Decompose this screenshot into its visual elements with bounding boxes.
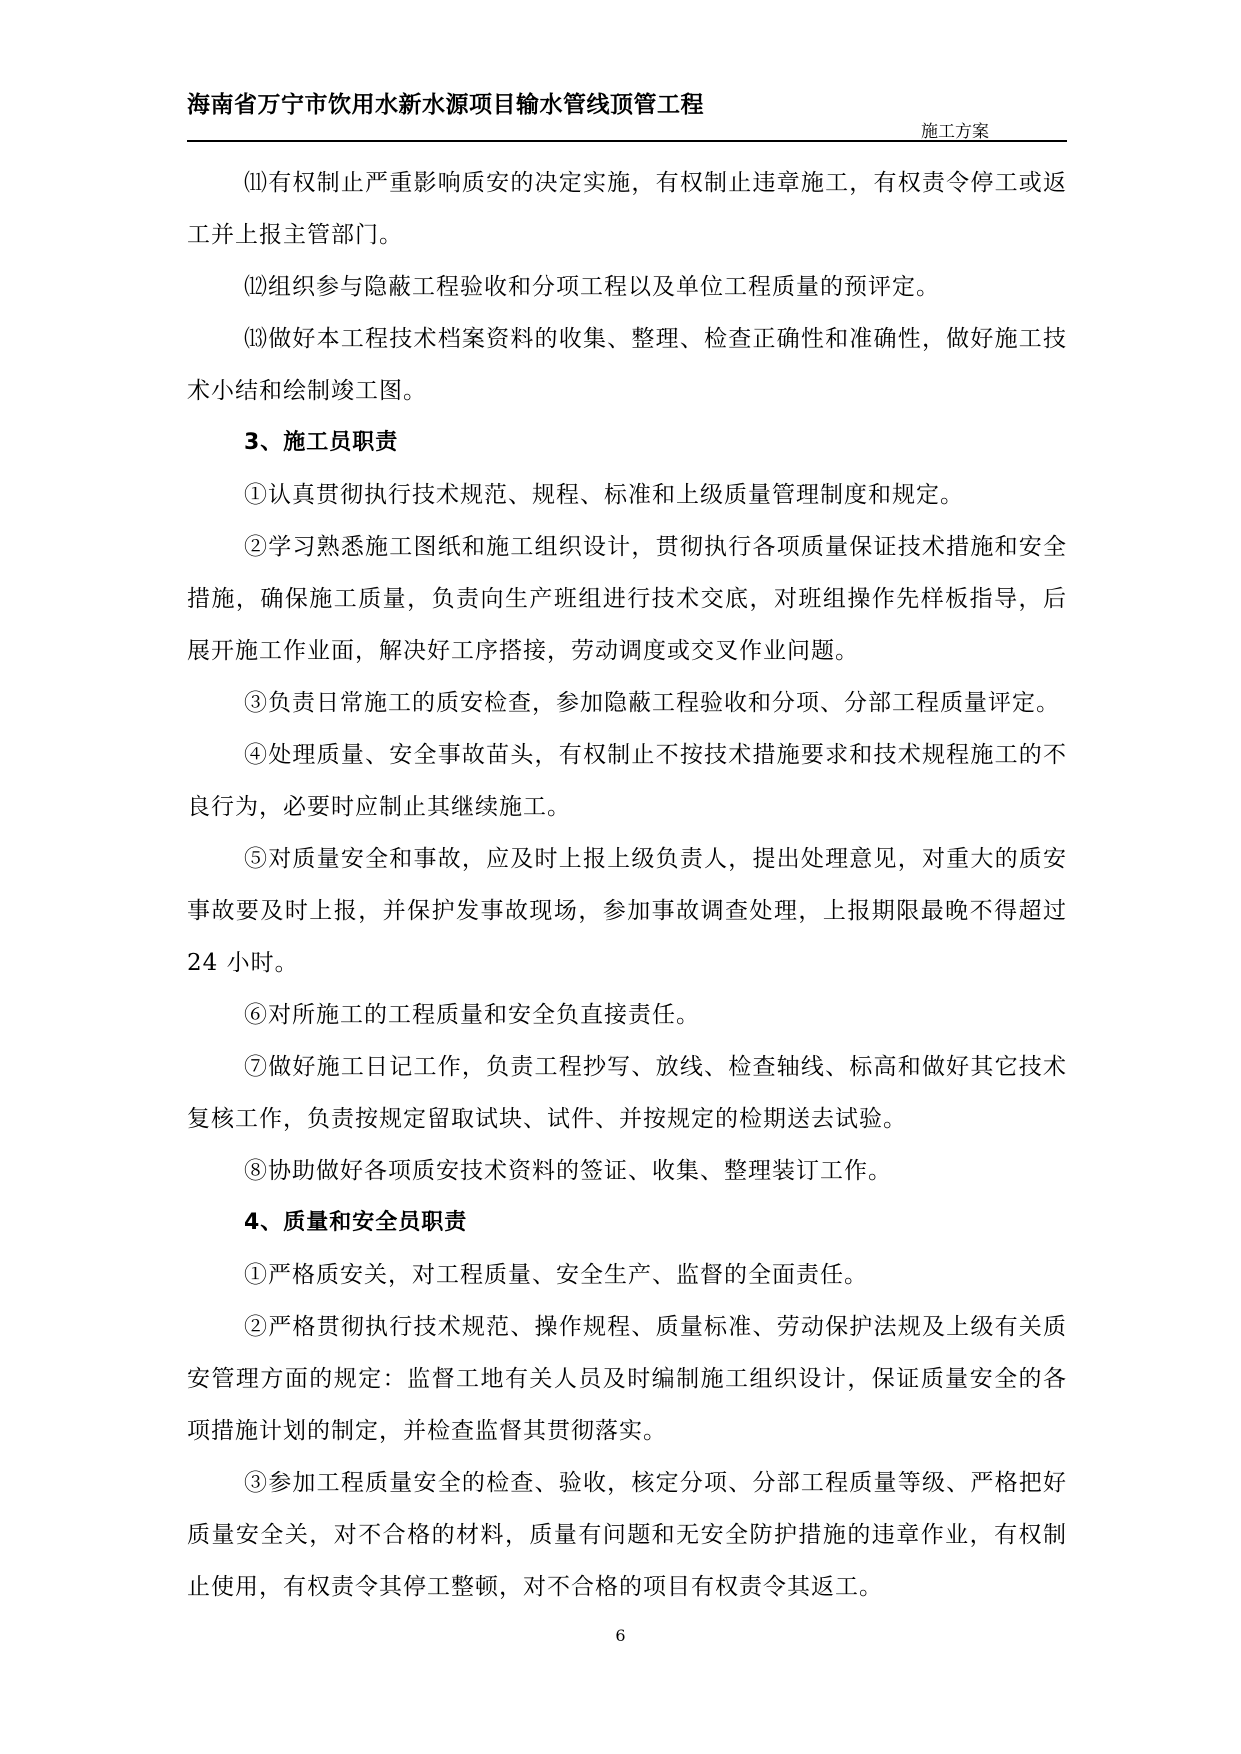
section3-item-6: ⑥对所施工的工程质量和安全负直接责任。 (244, 1002, 700, 1028)
paragraph-item-12: ⑿组织参与隐蔽工程验收和分项工程以及单位工程质量的预评定。 (244, 274, 940, 300)
section3-item-5: ⑤对质量安全和事故，应及时上报上级负责人，提出处理意见，对重大的质安事故要及时上报，并保护发事故现场，参加事故调查处理，上报期限最晚不得超过 24 小时。 (187, 846, 1067, 976)
section-heading-3: 3、施工员职责 (244, 430, 399, 455)
paragraph-item-13: ⒀做好本工程技术档案资料的收集、整理、检查正确性和准确性，做好施工技术小结和绘制竣工图。 (187, 326, 1067, 404)
section3-item-3: ③负责日常施工的质安检查，参加隐蔽工程验收和分项、分部工程质量评定。 (244, 690, 1060, 716)
section-heading-4: 4、质量和安全员职责 (244, 1210, 468, 1235)
section3-item-7: ⑦做好施工日记工作，负责工程抄写、放线、检查轴线、标高和做好其它技术复核工作，负责按规定留取试块、试件、并按规定的检期送去试验。 (187, 1054, 1067, 1132)
section3-item-4: ④处理质量、安全事故苗头，有权制止不按技术措施要求和技术规程施工的不良行为，必要时应制止其继续施工。 (187, 742, 1067, 820)
document-subtitle: 施工方案 (921, 122, 989, 142)
section3-item-8: ⑧协助做好各项质安技术资料的签证、收集、整理装订工作。 (244, 1158, 892, 1184)
section3-item-2: ②学习熟悉施工图纸和施工组织设计，贯彻执行各项质量保证技术措施和安全措施，确保施工质量，负责向生产班组进行技术交底，对班组操作先样板指导，后展开施工作业面，解决好工序搭接，劳动调度或交叉作业问题。 (187, 534, 1067, 664)
document-title: 海南省万宁市饮用水新水源项目输水管线顶管工程 (187, 92, 704, 118)
section4-item-2: ②严格贯彻执行技术规范、操作规程、质量标准、劳动保护法规及上级有关质安管理方面的规定：监督工地有关人员及时编制施工组织设计，保证质量安全的各项措施计划的制定，并检查监督其贯彻落实。 (187, 1314, 1067, 1444)
page-number: 6 (615, 1626, 626, 1645)
header-divider (187, 140, 1067, 142)
section4-item-3: ③参加工程质量安全的检查、验收，核定分项、分部工程质量等级、严格把好质量安全关，对不合格的材料，质量有问题和无安全防护措施的违章作业，有权制止使用，有权责令其停工整顿，对不合格的项目有权责令其返工。 (187, 1470, 1067, 1600)
section3-item-1: ①认真贯彻执行技术规范、规程、标准和上级质量管理制度和规定。 (244, 482, 964, 508)
section4-item-1: ①严格质安关，对工程质量、安全生产、监督的全面责任。 (244, 1262, 868, 1288)
document-body (187, 157, 1067, 1613)
paragraph-item-11: ⑾有权制止严重影响质安的决定实施，有权制止违章施工，有权责令停工或返工并上报主管部门。 (187, 170, 1067, 248)
